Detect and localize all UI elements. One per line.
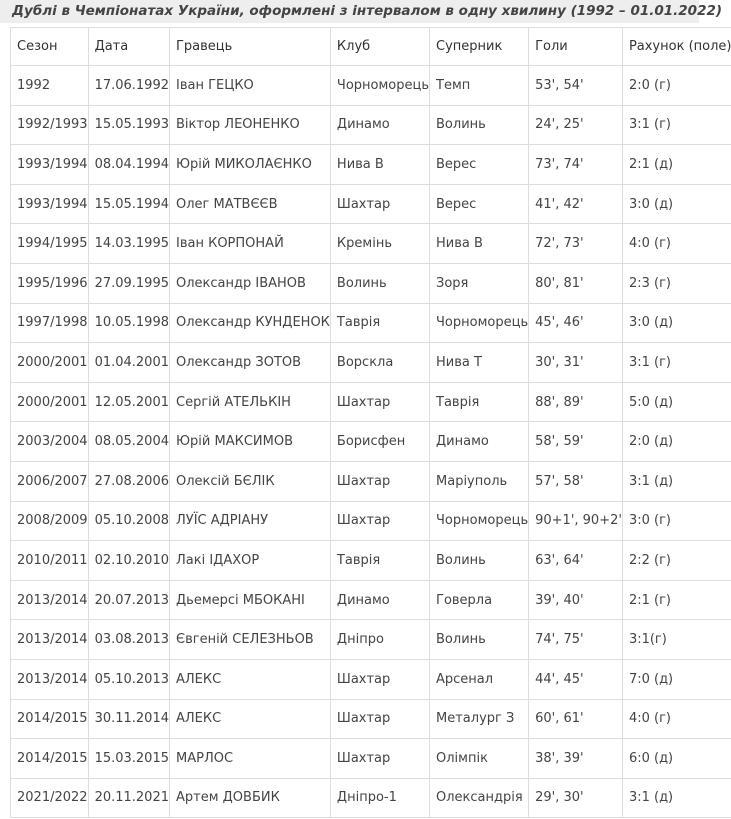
cell-season: 2013/2014 [11, 580, 89, 620]
cell-club: Чорноморець [330, 66, 429, 106]
cell-score: 2:1 (г) [622, 580, 731, 620]
cell-date: 02.10.2010 [88, 541, 169, 581]
cell-opponent: Чорноморець [430, 501, 529, 541]
cell-date: 27.08.2006 [88, 461, 169, 501]
table-row [11, 778, 731, 818]
cell-goals: 29', 30' [529, 778, 623, 818]
cell-club: Ворскла [330, 343, 429, 383]
cell-opponent: Чорноморець [430, 303, 529, 343]
table-row [11, 620, 731, 660]
cell-season: 1993/1994 [11, 184, 89, 224]
cell-season: 2006/2007 [11, 461, 89, 501]
cell-goals: 80', 81' [529, 263, 623, 303]
table-row [11, 580, 731, 620]
cell-goals: 73', 74' [529, 145, 623, 185]
cell-score: 3:1(г) [622, 620, 731, 660]
table-row [11, 343, 731, 383]
cell-opponent: Верес [430, 145, 529, 185]
cell-date: 14.03.1995 [88, 224, 169, 264]
table-row [11, 699, 731, 739]
table-row [11, 263, 731, 303]
cell-score: 4:0 (г) [622, 224, 731, 264]
table-caption: Дублі в Чемпіонатах України, оформлені з інтервалом в одну хвилину (1992 – 01.01.2022) [0, 0, 699, 23]
cell-goals: 45', 46' [529, 303, 623, 343]
column-header-club: Клуб [330, 28, 429, 66]
cell-date: 12.05.2001 [88, 382, 169, 422]
cell-season: 1992 [11, 66, 89, 106]
cell-date: 15.05.1993 [88, 105, 169, 145]
cell-club: Нива В [330, 145, 429, 185]
cell-score: 2:0 (д) [622, 422, 731, 462]
cell-score: 3:1 (г) [622, 105, 731, 145]
cell-date: 10.05.1998 [88, 303, 169, 343]
cell-club: Дніпро-1 [330, 778, 429, 818]
table-row [11, 461, 731, 501]
cell-season: 2010/2011 [11, 541, 89, 581]
cell-score: 2:3 (г) [622, 263, 731, 303]
table-row [11, 66, 731, 106]
cell-club: Динамо [330, 105, 429, 145]
cell-date: 15.03.2015 [88, 739, 169, 779]
cell-club: Таврія [330, 303, 429, 343]
cell-date: 17.06.1992 [88, 66, 169, 106]
column-header-score: Рахунок (поле) [622, 28, 731, 66]
doubles-table [10, 27, 731, 818]
cell-opponent: Верес [430, 184, 529, 224]
cell-player: АЛЕКС [170, 699, 331, 739]
table-row [11, 145, 731, 185]
cell-score: 7:0 (д) [622, 659, 731, 699]
cell-season: 1995/1996 [11, 263, 89, 303]
cell-player: Лакі ІДАХОР [170, 541, 331, 581]
cell-opponent: Зоря [430, 263, 529, 303]
cell-season: 2014/2015 [11, 699, 89, 739]
column-header-goals: Голи [529, 28, 623, 66]
cell-player: Олексій БЄЛІК [170, 461, 331, 501]
cell-season: 2014/2015 [11, 739, 89, 779]
cell-date: 03.08.2013 [88, 620, 169, 660]
cell-score: 3:1 (д) [622, 778, 731, 818]
cell-date: 05.10.2013 [88, 659, 169, 699]
cell-club: Кремінь [330, 224, 429, 264]
cell-opponent: Маріуполь [430, 461, 529, 501]
table-row [11, 422, 731, 462]
cell-goals: 39', 40' [529, 580, 623, 620]
cell-player: Олександр ІВАНОВ [170, 263, 331, 303]
cell-season: 2003/2004 [11, 422, 89, 462]
cell-player: Олександр ЗОТОВ [170, 343, 331, 383]
cell-date: 08.04.1994 [88, 145, 169, 185]
cell-season: 2013/2014 [11, 659, 89, 699]
cell-season: 2000/2001 [11, 382, 89, 422]
table-row [11, 541, 731, 581]
cell-goals: 53', 54' [529, 66, 623, 106]
cell-player: ЛУЇС АДРІАНУ [170, 501, 331, 541]
cell-score: 4:0 (г) [622, 699, 731, 739]
cell-opponent: Олімпік [430, 739, 529, 779]
table-row [11, 184, 731, 224]
cell-player: Олександр КУНДЕНОК [170, 303, 331, 343]
cell-score: 3:1 (д) [622, 461, 731, 501]
table-row [11, 382, 731, 422]
cell-player: Дьемерсі МБОКАНІ [170, 580, 331, 620]
cell-club: Борисфен [330, 422, 429, 462]
cell-score: 2:0 (г) [622, 66, 731, 106]
cell-score: 5:0 (д) [622, 382, 731, 422]
cell-opponent: Темп [430, 66, 529, 106]
cell-season: 2008/2009 [11, 501, 89, 541]
cell-score: 3:0 (д) [622, 303, 731, 343]
cell-opponent: Говерла [430, 580, 529, 620]
cell-club: Волинь [330, 263, 429, 303]
column-header-player: Гравець [170, 28, 331, 66]
cell-score: 2:1 (д) [622, 145, 731, 185]
column-header-season: Сезон [11, 28, 89, 66]
cell-goals: 24', 25' [529, 105, 623, 145]
cell-opponent: Динамо [430, 422, 529, 462]
cell-club: Шахтар [330, 501, 429, 541]
cell-player: АЛЕКС [170, 659, 331, 699]
cell-goals: 74', 75' [529, 620, 623, 660]
cell-goals: 44', 45' [529, 659, 623, 699]
cell-player: МАРЛОС [170, 739, 331, 779]
cell-player: Олег МАТВЄЄВ [170, 184, 331, 224]
cell-score: 6:0 (д) [622, 739, 731, 779]
cell-goals: 41', 42' [529, 184, 623, 224]
cell-date: 30.11.2014 [88, 699, 169, 739]
cell-goals: 90+1', 90+2' [529, 501, 623, 541]
table-body [11, 66, 731, 818]
cell-date: 15.05.1994 [88, 184, 169, 224]
table-row [11, 105, 731, 145]
cell-opponent: Волинь [430, 105, 529, 145]
cell-club: Шахтар [330, 382, 429, 422]
cell-club: Шахтар [330, 699, 429, 739]
header-row [11, 28, 731, 66]
cell-club: Шахтар [330, 739, 429, 779]
cell-season: 1993/1994 [11, 145, 89, 185]
cell-goals: 58', 59' [529, 422, 623, 462]
cell-date: 05.10.2008 [88, 501, 169, 541]
cell-season: 1997/1998 [11, 303, 89, 343]
cell-opponent: Арсенал [430, 659, 529, 699]
cell-date: 20.11.2021 [88, 778, 169, 818]
cell-opponent: Нива Т [430, 343, 529, 383]
table-row [11, 659, 731, 699]
table-row [11, 224, 731, 264]
cell-opponent: Олександрія [430, 778, 529, 818]
cell-goals: 63', 64' [529, 541, 623, 581]
cell-score: 3:1 (г) [622, 343, 731, 383]
cell-opponent: Металург З [430, 699, 529, 739]
cell-club: Динамо [330, 580, 429, 620]
cell-goals: 60', 61' [529, 699, 623, 739]
cell-player: Сергій АТЕЛЬКІН [170, 382, 331, 422]
cell-club: Шахтар [330, 659, 429, 699]
cell-date: 01.04.2001 [88, 343, 169, 383]
cell-club: Дніпро [330, 620, 429, 660]
cell-club: Шахтар [330, 184, 429, 224]
cell-opponent: Нива В [430, 224, 529, 264]
column-header-opponent: Суперник [430, 28, 529, 66]
cell-goals: 38', 39' [529, 739, 623, 779]
table-row [11, 303, 731, 343]
cell-season: 2021/2022 [11, 778, 89, 818]
table-row [11, 501, 731, 541]
cell-player: Віктор ЛЕОНЕНКО [170, 105, 331, 145]
cell-player: Іван КОРПОНАЙ [170, 224, 331, 264]
cell-goals: 88', 89' [529, 382, 623, 422]
cell-season: 1992/1993 [11, 105, 89, 145]
column-header-date: Дата [88, 28, 169, 66]
cell-score: 2:2 (г) [622, 541, 731, 581]
cell-club: Шахтар [330, 461, 429, 501]
cell-club: Таврія [330, 541, 429, 581]
table-row [11, 739, 731, 779]
cell-season: 2000/2001 [11, 343, 89, 383]
cell-goals: 30', 31' [529, 343, 623, 383]
cell-season: 1994/1995 [11, 224, 89, 264]
cell-score: 3:0 (г) [622, 501, 731, 541]
cell-player: Євгеній СЕЛЕЗНЬОВ [170, 620, 331, 660]
cell-score: 3:0 (д) [622, 184, 731, 224]
cell-player: Юрій МАКСИМОВ [170, 422, 331, 462]
cell-date: 08.05.2004 [88, 422, 169, 462]
cell-date: 20.07.2013 [88, 580, 169, 620]
cell-goals: 72', 73' [529, 224, 623, 264]
cell-goals: 57', 58' [529, 461, 623, 501]
cell-opponent: Таврія [430, 382, 529, 422]
cell-opponent: Волинь [430, 541, 529, 581]
cell-player: Іван ГЕЦКО [170, 66, 331, 106]
cell-date: 27.09.1995 [88, 263, 169, 303]
cell-player: Артем ДОВБИК [170, 778, 331, 818]
cell-season: 2013/2014 [11, 620, 89, 660]
cell-player: Юрій МИКОЛАЄНКО [170, 145, 331, 185]
cell-opponent: Волинь [430, 620, 529, 660]
